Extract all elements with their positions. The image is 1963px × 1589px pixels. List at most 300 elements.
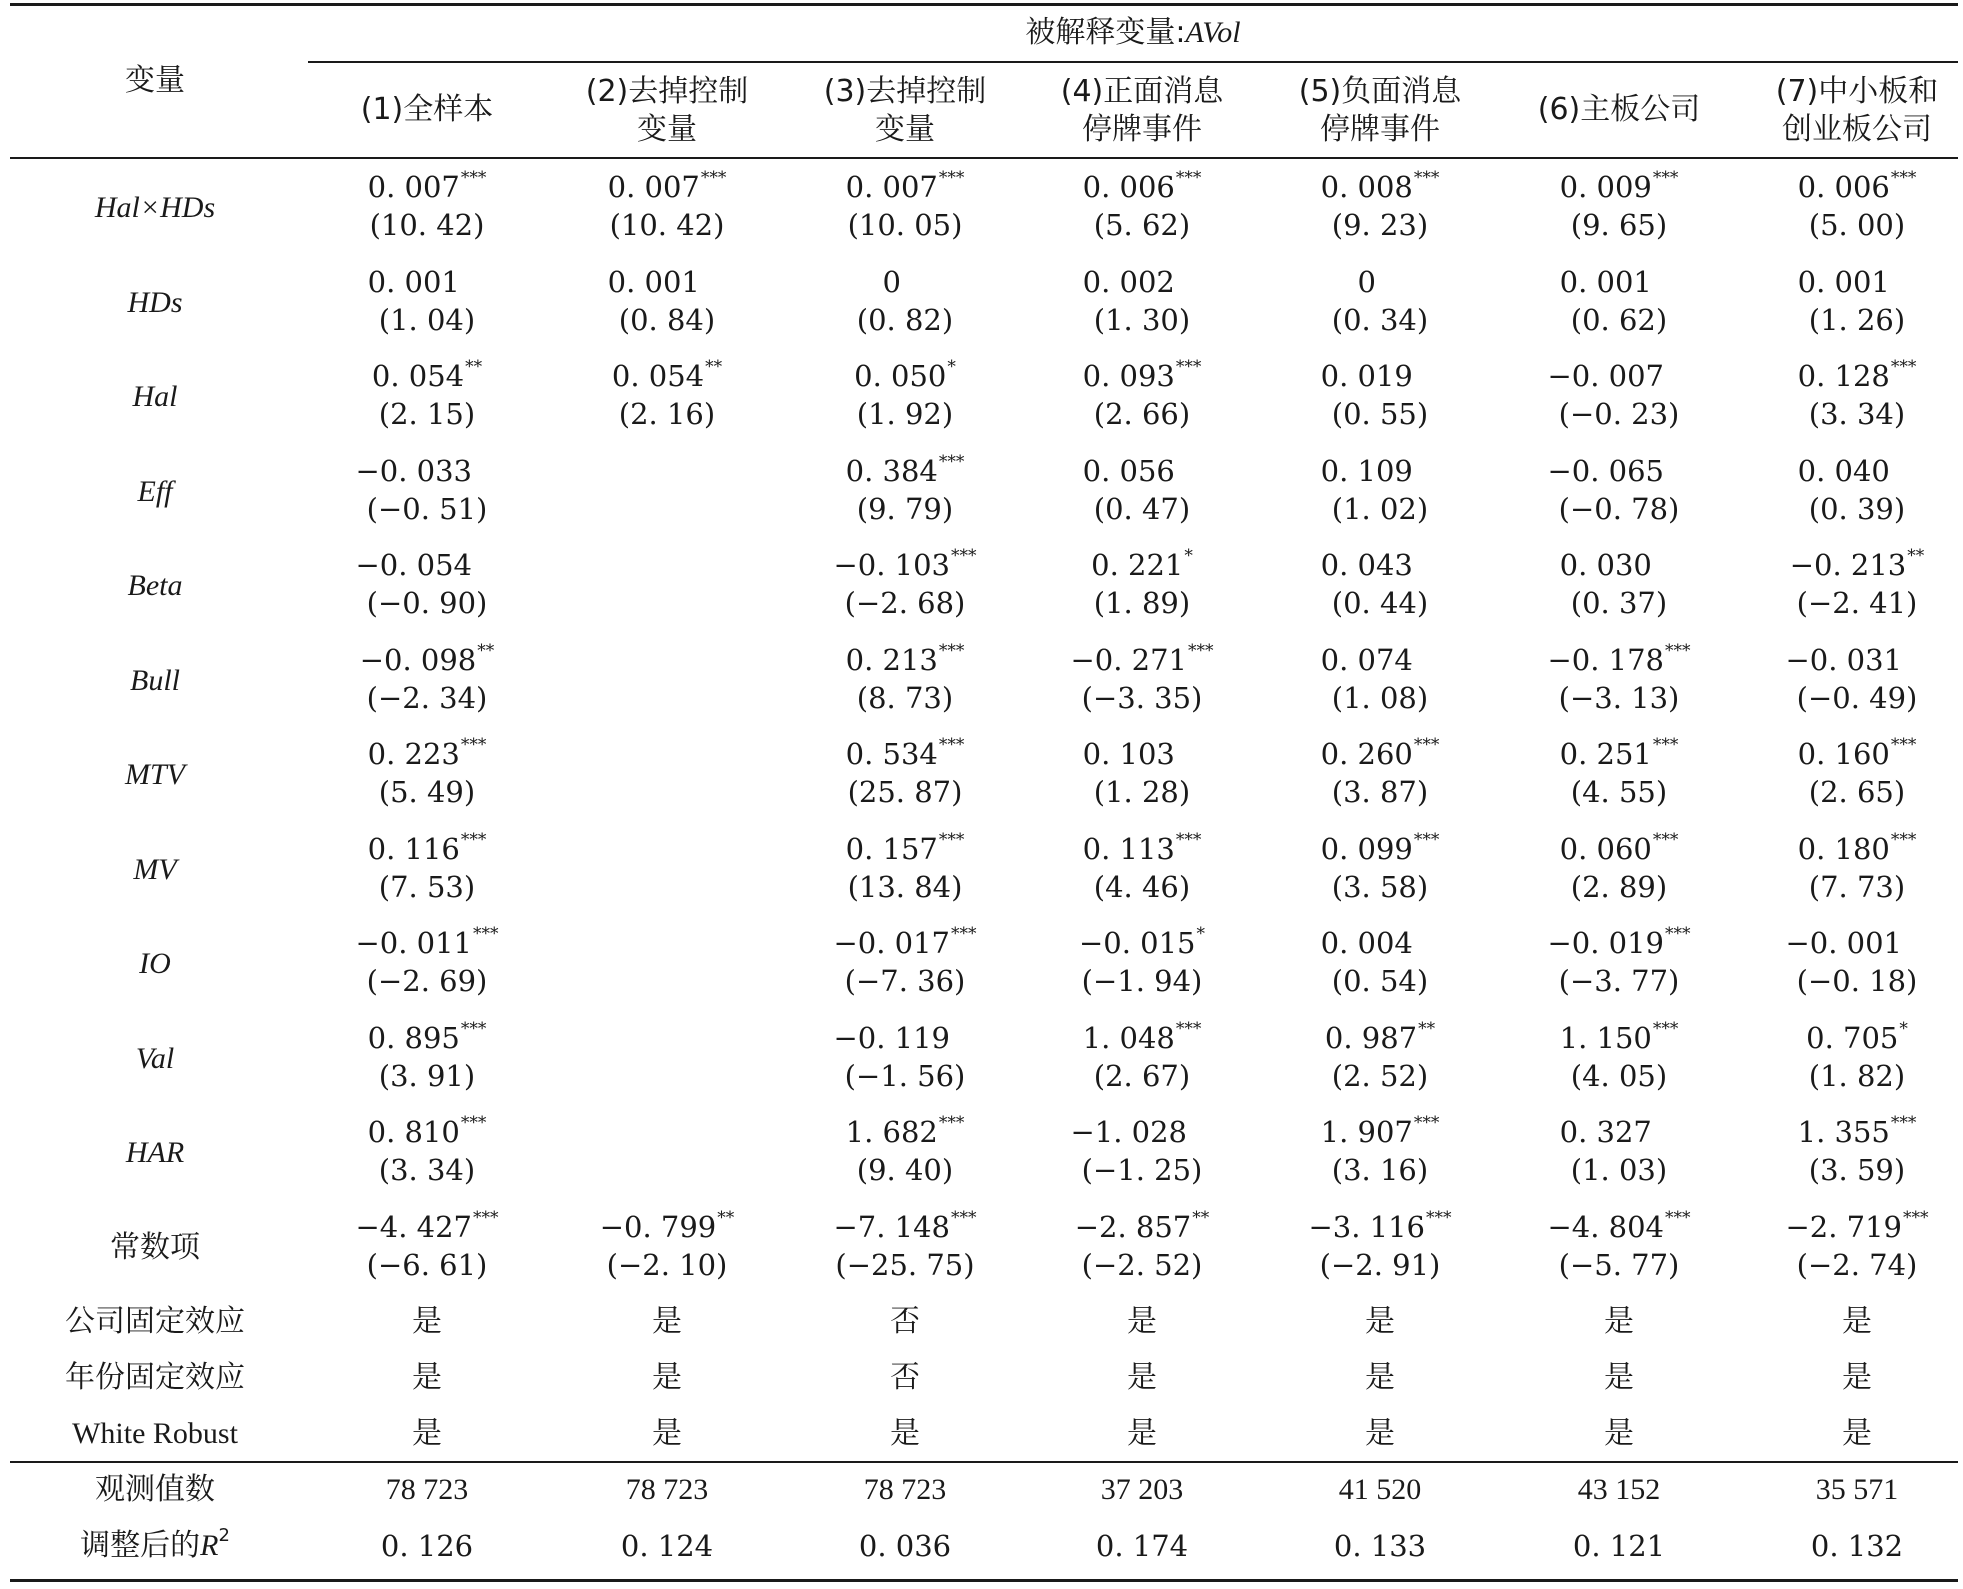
significance-stars: *** (1413, 830, 1440, 850)
coefficient-value: 0. 008 (1320, 170, 1413, 204)
coefficient-value: 1. 907 (1320, 1115, 1413, 1149)
obs-row-label: 观测值数 (95, 1472, 215, 1507)
significance-stars: *** (1890, 1113, 1917, 1133)
coefficient (1519, 1113, 1719, 1151)
significance-stars: *** (1175, 357, 1202, 377)
coef-cell (1757, 641, 1957, 717)
coef-cell (327, 1113, 527, 1189)
coefficient-value: −0. 019 (1547, 926, 1665, 960)
obs-value: 78 723 (625, 1473, 709, 1506)
significance-stars: *** (938, 735, 965, 755)
t-statistic: (7. 53) (378, 870, 476, 904)
variable-name: Bull (130, 664, 180, 697)
fe-value: 是 (412, 1416, 442, 1451)
coefficient (327, 452, 527, 490)
coefficient-value: 0. 987 (1324, 1021, 1418, 1055)
coefficient-value: −0. 011 (355, 926, 473, 960)
coef-cell (1757, 1019, 1957, 1095)
significance-stars: *** (1890, 357, 1917, 377)
coef-cell (1280, 1113, 1480, 1189)
coef-cell (805, 357, 1005, 433)
r2-value: 0. 126 (380, 1529, 474, 1563)
coefficient (1757, 546, 1957, 584)
coefficient-value: −0. 213 (1789, 548, 1907, 582)
coef-cell (1519, 1113, 1719, 1189)
column-header-line: (3)去掉控制 (823, 74, 987, 109)
coefficient (327, 641, 527, 679)
coef-cell (1042, 1208, 1242, 1284)
column-header-line: (1)全样本 (360, 92, 494, 127)
coefficient (567, 735, 767, 773)
t-statistic: (2. 65) (1808, 775, 1906, 809)
coefficient-value: −0. 799 (599, 1210, 717, 1244)
t-statistic: (10. 42) (609, 208, 725, 242)
coef-cell (567, 452, 767, 528)
coef-cell (327, 641, 527, 717)
coefficient-value: 0. 221 (1091, 548, 1184, 582)
significance-stars: * (947, 357, 956, 377)
coefficient-value: 0. 113 (1082, 832, 1175, 866)
coefficient (1280, 1019, 1480, 1057)
coefficient-value: −0. 054 (355, 548, 473, 582)
coefficient-value: 0. 260 (1320, 737, 1413, 771)
coefficient (1280, 263, 1480, 301)
coefficient-value: 0. 251 (1559, 737, 1652, 771)
significance-stars: *** (1413, 735, 1440, 755)
t-statistic: (1. 04) (378, 303, 476, 337)
t-statistic: (10. 42) (369, 208, 485, 242)
t-statistic: (8. 73) (856, 681, 954, 715)
coefficient (805, 168, 1005, 206)
coefficient-value: −0. 065 (1547, 454, 1665, 488)
coefficient (567, 830, 767, 868)
t-statistic: (5. 49) (378, 775, 476, 809)
obs-value: 37 203 (1100, 1473, 1184, 1506)
coef-cell (1757, 452, 1957, 528)
coef-cell (567, 735, 767, 811)
coefficient (567, 1019, 767, 1057)
t-statistic: (0. 47) (1093, 492, 1191, 526)
variable-name: HDs (127, 286, 183, 319)
coefficient-value: 0. 810 (367, 1115, 460, 1149)
coef-cell (327, 1019, 527, 1095)
coef-cell (1757, 924, 1957, 1000)
coef-cell (1042, 1113, 1242, 1189)
coefficient-value: 0 (1357, 265, 1376, 299)
t-statistic: (−0. 90) (366, 586, 488, 620)
significance-stars: *** (938, 1113, 965, 1133)
column-header-line: (6)主板公司 (1537, 92, 1701, 127)
fe-value: 是 (1127, 1304, 1157, 1339)
obs-value: 41 520 (1338, 1473, 1422, 1506)
coefficient-value: 0. 006 (1797, 170, 1890, 204)
coefficient-value: −0. 271 (1070, 643, 1188, 677)
fe-value: 是 (1604, 1416, 1634, 1451)
obs-value: 78 723 (385, 1473, 469, 1506)
fe-value: 是 (412, 1304, 442, 1339)
coef-cell (1280, 924, 1480, 1000)
coef-cell (1042, 924, 1242, 1000)
fe-row-label: 年份固定效应 (65, 1360, 245, 1395)
coefficient-value: −0. 017 (833, 926, 951, 960)
t-statistic: (4. 05) (1570, 1059, 1668, 1093)
coefficient (327, 1208, 527, 1246)
t-statistic: (4. 55) (1570, 775, 1668, 809)
t-statistic: (2. 52) (1331, 1059, 1429, 1093)
t-statistic (567, 962, 767, 1000)
coefficient (327, 735, 527, 773)
t-statistic: (−1. 94) (1081, 964, 1203, 998)
r2-value: 0. 132 (1810, 1529, 1904, 1563)
coefficient-value: 0. 054 (371, 359, 465, 393)
t-statistic: (3. 34) (1808, 397, 1906, 431)
coefficient-value: −0. 031 (1785, 643, 1903, 677)
t-statistic: (1. 89) (1093, 586, 1191, 620)
coef-cell (567, 546, 767, 622)
significance-stars: *** (1175, 1019, 1202, 1039)
t-statistic: (1. 92) (856, 397, 954, 431)
column-header-line: 创业板公司 (1782, 112, 1932, 147)
column-header-line: 停牌事件 (1082, 112, 1202, 147)
significance-stars: *** (1175, 830, 1202, 850)
variable-name: Beta (127, 569, 183, 602)
coefficient (1757, 830, 1957, 868)
coefficient (1757, 641, 1957, 679)
t-statistic: (2. 67) (1093, 1059, 1191, 1093)
fe-value: 是 (1365, 1360, 1395, 1395)
coefficient (1280, 830, 1480, 868)
coef-cell (327, 1208, 527, 1284)
coefficient (805, 735, 1005, 773)
coef-cell (805, 452, 1005, 528)
significance-stars: *** (1413, 1113, 1440, 1133)
significance-stars: *** (1652, 735, 1679, 755)
t-statistic: (5. 00) (1808, 208, 1906, 242)
coefficient-value: 0. 056 (1082, 454, 1175, 488)
coef-cell (1757, 263, 1957, 339)
coefficient-value: 0. 327 (1559, 1115, 1652, 1149)
coef-cell (1757, 357, 1957, 433)
coefficient (567, 452, 767, 490)
column-header (1499, 91, 1739, 129)
t-statistic: (−3. 13) (1558, 681, 1680, 715)
regression-table (10, 0, 1958, 1589)
t-statistic: (−2. 41) (1796, 586, 1918, 620)
significance-stars: ** (1192, 1208, 1210, 1228)
coefficient (805, 452, 1005, 490)
t-statistic: (−3. 35) (1081, 681, 1203, 715)
significance-stars: *** (938, 452, 965, 472)
coef-cell (1757, 830, 1957, 906)
coef-cell (1280, 168, 1480, 244)
dep-var-label: 被解释变量: (1025, 15, 1186, 50)
coef-cell (1519, 1208, 1719, 1284)
t-statistic: (0. 62) (1570, 303, 1668, 337)
significance-stars: *** (1903, 1208, 1929, 1228)
t-statistic: (10. 05) (847, 208, 963, 242)
coefficient-value: −4. 804 (1547, 1210, 1665, 1244)
coef-cell (1757, 1113, 1957, 1189)
column-header (547, 73, 787, 149)
coef-cell (1757, 168, 1957, 244)
t-statistic (567, 584, 767, 622)
coefficient-value: 0. 534 (845, 737, 938, 771)
coefficient (805, 830, 1005, 868)
coefficient (567, 1208, 767, 1246)
t-statistic: (2. 16) (618, 397, 716, 431)
significance-stars: *** (460, 735, 487, 755)
coef-cell (567, 1208, 767, 1284)
coefficient (1042, 263, 1242, 301)
t-statistic: (1. 30) (1093, 303, 1191, 337)
t-statistic: (5. 62) (1093, 208, 1191, 242)
r2-row-label (10, 1526, 300, 1566)
t-statistic (567, 868, 767, 906)
fe-value: 是 (652, 1304, 682, 1339)
coefficient (1042, 546, 1242, 584)
significance-stars: ** (477, 641, 495, 661)
coef-cell (1042, 546, 1242, 622)
t-statistic: (0. 34) (1331, 303, 1429, 337)
coefficient-value: 0. 006 (1082, 170, 1175, 204)
coefficient-value: 0. 213 (845, 643, 938, 677)
t-statistic: (13. 84) (847, 870, 963, 904)
coefficient (567, 546, 767, 584)
obs-value: 35 571 (1815, 1473, 1899, 1506)
coef-cell (1757, 546, 1957, 622)
coefficient (1519, 263, 1719, 301)
coefficient (1757, 1019, 1957, 1057)
coefficient-value: −0. 015 (1078, 926, 1196, 960)
t-statistic: (3. 34) (378, 1153, 476, 1187)
coefficient (567, 357, 767, 395)
coefficient (567, 263, 767, 301)
t-statistic: (0. 44) (1331, 586, 1429, 620)
column-header-line: (4)正面消息 (1060, 74, 1224, 109)
coef-cell (327, 735, 527, 811)
coefficient (1042, 1019, 1242, 1057)
fe-value: 是 (652, 1360, 682, 1395)
coefficient-value: 0. 895 (367, 1021, 460, 1055)
coef-cell (805, 1208, 1005, 1284)
coefficient-value: 0. 007 (845, 170, 938, 204)
bottom-rule (10, 1579, 1958, 1582)
coefficient (1280, 1113, 1480, 1151)
coefficient (1042, 924, 1242, 962)
fe-value: 是 (1365, 1416, 1395, 1451)
significance-stars: *** (1652, 168, 1679, 188)
coefficient-value: 0. 160 (1797, 737, 1890, 771)
fe-value: 是 (1842, 1360, 1872, 1395)
t-statistic: (0. 55) (1331, 397, 1429, 431)
coefficient (1757, 357, 1957, 395)
column-header-line: 停牌事件 (1320, 112, 1440, 147)
significance-stars: *** (460, 168, 487, 188)
t-statistic (567, 773, 767, 811)
coef-cell (805, 1113, 1005, 1189)
coefficient-value: −2. 857 (1074, 1210, 1192, 1244)
coefficient-value: −0. 098 (359, 643, 477, 677)
coef-cell (1042, 830, 1242, 906)
t-statistic: (0. 84) (618, 303, 716, 337)
coefficient (1280, 357, 1480, 395)
coef-cell (327, 924, 527, 1000)
significance-stars: *** (1426, 1208, 1452, 1228)
variable-name: Hal×HDs (94, 191, 216, 224)
coefficient (1757, 924, 1957, 962)
coef-cell (805, 924, 1005, 1000)
coef-cell (327, 357, 527, 433)
column-header-line: (2)去掉控制 (585, 74, 749, 109)
coefficient (1519, 1208, 1719, 1246)
obs-value: 78 723 (863, 1473, 947, 1506)
coefficient (327, 830, 527, 868)
coefficient (805, 1208, 1005, 1246)
coefficient (1757, 735, 1957, 773)
significance-stars: *** (473, 924, 499, 944)
coefficient (1757, 1113, 1957, 1151)
coefficient-value: −0. 119 (833, 1021, 951, 1055)
significance-stars: ** (1907, 546, 1925, 566)
coefficient-value: 0. 043 (1320, 548, 1413, 582)
coef-cell (1519, 735, 1719, 811)
coefficient-value: 0. 099 (1320, 832, 1413, 866)
coef-cell (1280, 830, 1480, 906)
fe-value: 是 (1127, 1416, 1157, 1451)
t-statistic: (−2. 52) (1081, 1248, 1203, 1282)
variable-name: IO (139, 947, 171, 980)
significance-stars: *** (1175, 168, 1202, 188)
coef-cell (1757, 1208, 1957, 1284)
coefficient-value: −7. 148 (833, 1210, 951, 1244)
t-statistic (567, 1057, 767, 1095)
coefficient (1757, 1208, 1957, 1246)
coef-cell (1280, 546, 1480, 622)
coefficient (327, 263, 527, 301)
significance-stars: *** (951, 924, 977, 944)
t-statistic: (2. 89) (1570, 870, 1668, 904)
significance-stars: *** (951, 546, 977, 566)
fe-value: 是 (1842, 1304, 1872, 1339)
coefficient (1280, 168, 1480, 206)
t-statistic: (7. 73) (1808, 870, 1906, 904)
significance-stars: ** (717, 1208, 735, 1228)
coefficient (1519, 357, 1719, 395)
t-statistic: (3. 58) (1331, 870, 1429, 904)
t-statistic (567, 1151, 767, 1189)
coefficient-value: 0. 074 (1320, 643, 1413, 677)
coef-cell (1519, 168, 1719, 244)
coefficient (1519, 830, 1719, 868)
t-statistic: (1. 28) (1093, 775, 1191, 809)
t-statistic: (1. 08) (1331, 681, 1429, 715)
coefficient (1519, 1019, 1719, 1057)
t-statistic: (1. 03) (1570, 1153, 1668, 1187)
coefficient-value: 0. 009 (1559, 170, 1652, 204)
t-statistic: (−2. 69) (366, 964, 488, 998)
significance-stars: * (1196, 924, 1206, 944)
coefficient (1519, 168, 1719, 206)
significance-stars: *** (938, 641, 965, 661)
coef-cell (1042, 168, 1242, 244)
coefficient-value: 1. 048 (1082, 1021, 1175, 1055)
column-header-line: 变量 (637, 112, 697, 147)
significance-stars: *** (1890, 735, 1917, 755)
dep-var-underline (308, 61, 1958, 63)
fe-value: 是 (1365, 1304, 1395, 1339)
variable-name: Eff (137, 475, 173, 508)
coefficient-value: 0. 705 (1806, 1021, 1899, 1055)
coefficient-value: 0. 040 (1797, 454, 1890, 488)
t-statistic: (−6. 61) (366, 1248, 488, 1282)
t-statistic: (1. 26) (1808, 303, 1906, 337)
column-header-line: (5)负面消息 (1298, 74, 1462, 109)
significance-stars: *** (1413, 168, 1440, 188)
coef-cell (327, 168, 527, 244)
r2-value: 0. 036 (858, 1529, 952, 1563)
significance-stars: *** (1665, 924, 1691, 944)
coefficient (1519, 924, 1719, 962)
coefficient-value: −0. 001 (1785, 926, 1903, 960)
variable-name: MTV (125, 758, 185, 791)
coefficient (1519, 735, 1719, 773)
coef-cell (567, 1113, 767, 1189)
coefficient (1519, 452, 1719, 490)
coef-cell (1519, 1019, 1719, 1095)
significance-stars: *** (1890, 830, 1917, 850)
coef-cell (805, 641, 1005, 717)
coef-cell (1042, 452, 1242, 528)
coefficient-value: −3. 116 (1308, 1210, 1426, 1244)
coef-cell (805, 263, 1005, 339)
coef-cell (1519, 641, 1719, 717)
t-statistic: (−1. 25) (1081, 1153, 1203, 1187)
variable-name: HAR (125, 1136, 185, 1169)
coef-cell (1519, 357, 1719, 433)
coef-cell (327, 263, 527, 339)
significance-stars: *** (1652, 830, 1679, 850)
r2-value: 0. 124 (620, 1529, 714, 1563)
significance-stars: ** (705, 357, 723, 377)
coefficient-value: −4. 427 (355, 1210, 473, 1244)
coef-cell (1519, 830, 1719, 906)
coef-cell (1280, 1208, 1480, 1284)
t-statistic (567, 679, 767, 717)
coef-cell (327, 452, 527, 528)
t-statistic (567, 490, 767, 528)
t-statistic: (25. 87) (847, 775, 963, 809)
top-rule (10, 3, 1958, 6)
coefficient-value: 0. 007 (367, 170, 460, 204)
t-statistic: (2. 15) (378, 397, 476, 431)
coefficient (1757, 452, 1957, 490)
t-statistic: (−0. 51) (366, 492, 488, 526)
coef-cell (1519, 924, 1719, 1000)
variable-name: 常数项 (110, 1230, 200, 1265)
coefficient-value: 0. 054 (611, 359, 705, 393)
coefficient (567, 924, 767, 962)
column-header (307, 91, 547, 129)
column-header (1737, 73, 1963, 149)
coefficient (1042, 735, 1242, 773)
r2-value: 0. 174 (1095, 1529, 1189, 1563)
r2-label-var: R (200, 1529, 219, 1562)
significance-stars: *** (460, 1019, 487, 1039)
fe-value: 是 (652, 1416, 682, 1451)
coefficient-value: 0. 103 (1082, 737, 1175, 771)
coefficient (1280, 1208, 1480, 1246)
coef-cell (1757, 735, 1957, 811)
